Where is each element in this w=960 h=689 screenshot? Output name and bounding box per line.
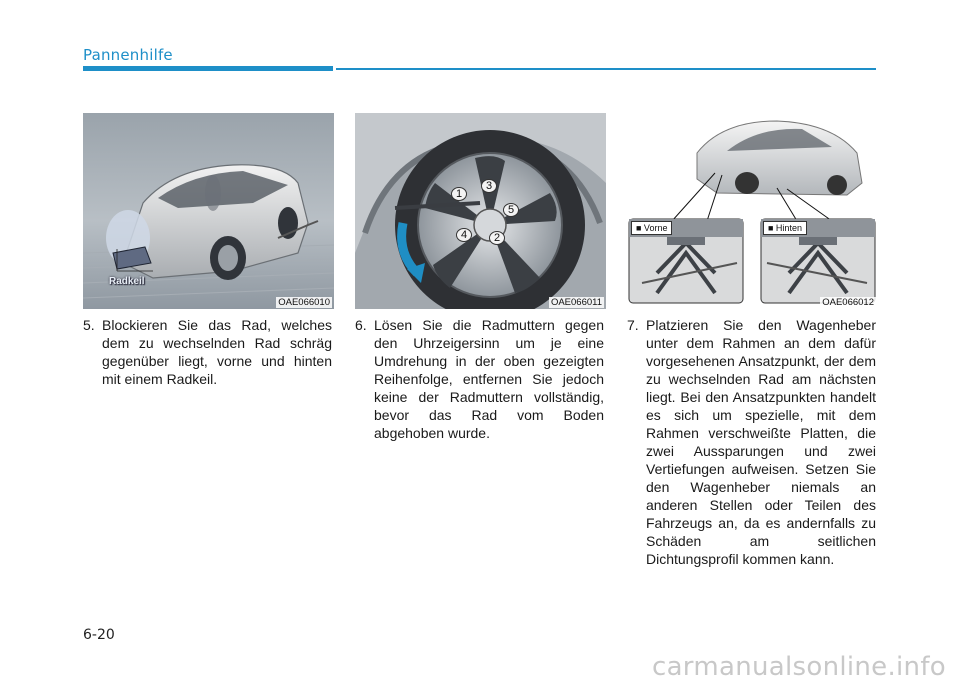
step-number: 6. [355, 317, 367, 333]
page-number: 6-20 [83, 627, 115, 643]
header-rule-thick [83, 66, 333, 71]
step-7 [627, 316, 876, 568]
nut-number-5: 5 [503, 203, 519, 217]
step-6 [355, 316, 604, 442]
jack-point-front-label: ■ Vorne [631, 221, 672, 235]
figure-lug-nut-order [355, 113, 606, 309]
figure-code: OAE066010 [278, 297, 330, 308]
jack-point-rear-label: ■ Hinten [763, 221, 807, 235]
jack-points-illustration [627, 113, 878, 309]
figure-wheel-chock [83, 113, 334, 309]
watermark[interactable]: carmanualsonline.info [651, 652, 946, 682]
step-text: Blockieren Sie das Rad, welches dem zu wechselnden Rad schräg gegenüber liegt, vorne und hinten mit einem Radkeil. [102, 317, 332, 387]
nut-number-4: 4 [456, 228, 472, 242]
figure-jack-points [627, 113, 878, 309]
step-text: Lösen Sie die Radmuttern gegen den Uhrzeigersinn um je eine Umdrehung in der oben gezeigten Reihenfolge, entfernen Sie jedoch keine der Radmuttern vollständig, bevor das Rad vom Boden abgehoben wurde. [374, 317, 604, 441]
header-rule-thin [336, 68, 876, 70]
lug-nut-illustration [355, 113, 606, 309]
nut-number-1: 1 [451, 187, 467, 201]
nut-number-3: 3 [481, 179, 497, 193]
step-number: 5. [83, 317, 95, 333]
step-5 [83, 316, 332, 388]
step-number: 7. [627, 317, 639, 333]
nut-number-2: 2 [489, 231, 505, 245]
figure-code: OAE066011 [550, 297, 602, 308]
wheel-chock-label: Radkeil [109, 276, 145, 287]
section-title: Pannenhilfe [83, 46, 173, 64]
figure-code: OAE066012 [822, 297, 874, 308]
step-text: Platzieren Sie den Wagenheber unter dem Rahmen an dem dafür vorgesehenen Ansatzpunkt, der dem zu wechselnden Rad am nächsten liegt. Bei den Ansatzpunkten handelt es sich um spezielle, mit dem Rahmen verschweißte Platten, die zwei Aussparungen und zwei Vertiefungen aufweisen. Setzen Sie den Wagenheber niemals an anderen Stellen oder Teilen des Fahrzeugs an, da es andernfalls zu Schäden am seitlichen Dichtungsprofil kommen kann. [646, 317, 876, 567]
